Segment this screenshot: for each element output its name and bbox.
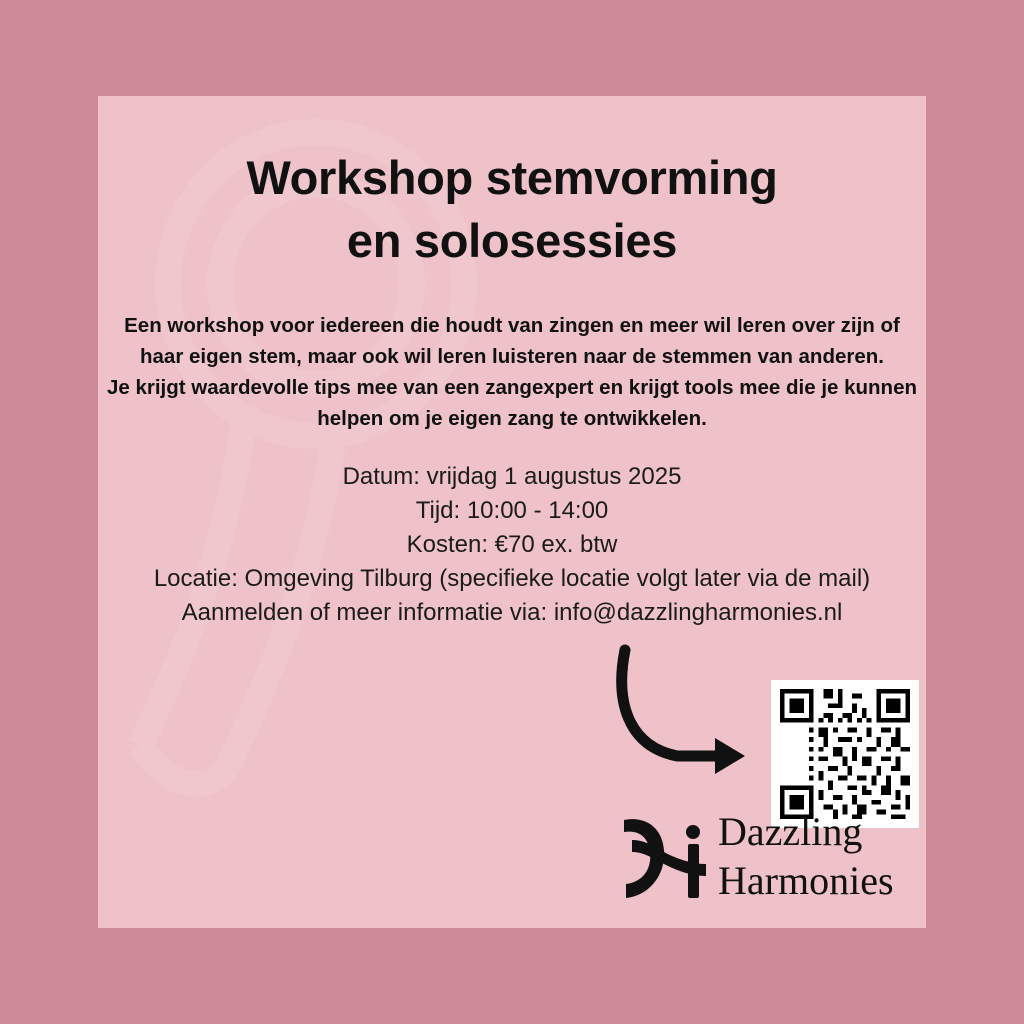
detail-location: Locatie: Omgeving Tilburg (specifieke locatie volgt later via de mail) — [153, 565, 871, 593]
detail-date: Datum: vrijdag 1 augustus 2025 — [342, 463, 682, 490]
detail-price: Kosten: €70 ex. btw — [406, 531, 618, 559]
intro-paragraph — [98, 310, 926, 435]
qr-code-image — [775, 684, 915, 824]
brand-logo — [618, 808, 908, 908]
brand-name-line-2: Harmonies — [718, 857, 894, 903]
curved-arrow-icon — [611, 644, 761, 774]
intro-line-4: helpen om je eigen zang te ontwikkelen. — [317, 407, 707, 431]
intro-line-3: Je krijgt waardevolle tips mee van een zangexpert en krijgt tools mee die je kunnen — [106, 376, 918, 400]
intro-line-2: haar eigen stem, maar ook wil leren luisteren naar de stemmen van anderen. — [140, 345, 884, 369]
page-title — [98, 146, 926, 273]
event-details — [98, 460, 926, 630]
qr-code[interactable] — [771, 680, 919, 828]
detail-time: Tijd: 10:00 - 14:00 — [415, 497, 609, 525]
title-line-2: en solosessies — [346, 214, 678, 268]
dazzling-harmonies-monogram-icon — [618, 810, 714, 902]
brand-name — [718, 808, 918, 906]
brand-name-line-1: Dazzling — [718, 809, 863, 854]
title-line-1: Workshop stemvorming — [246, 151, 778, 204]
detail-signup: Aanmelden of meer informatie via: info@dazzlingharmonies.nl — [181, 599, 843, 627]
poster-card — [98, 96, 926, 928]
intro-line-1: Een workshop voor iedereen die houdt van zingen en meer wil leren over zijn of — [124, 314, 900, 337]
